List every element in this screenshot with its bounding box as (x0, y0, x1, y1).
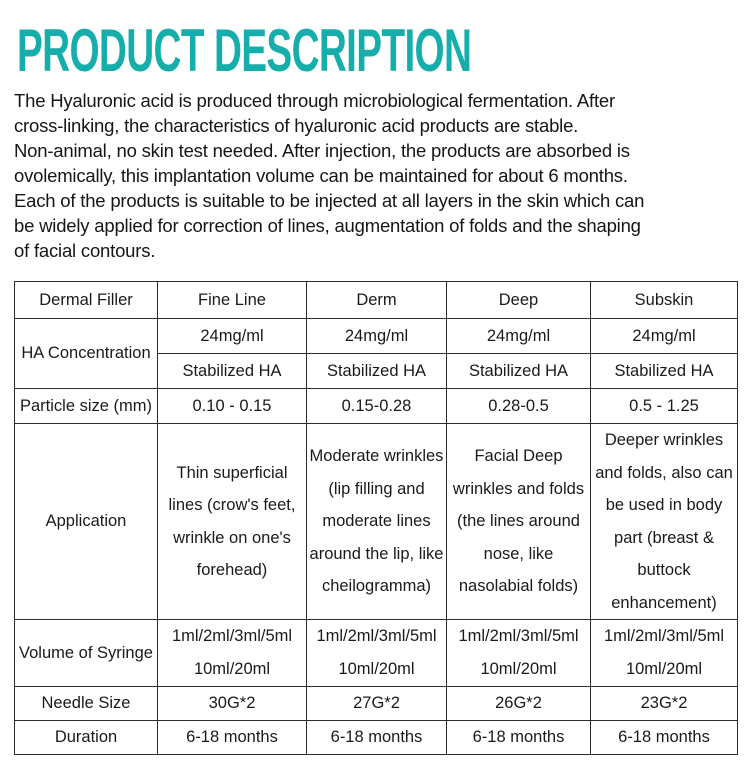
cell-type-subskin: Stabilized HA (591, 354, 738, 389)
row-label-particle-size: Particle size (mm) (15, 389, 158, 424)
cell-concentration-derm: 24mg/ml (307, 319, 447, 354)
header-cell-subskin: Subskin (591, 282, 738, 319)
cell-duration-subskin: 6-18 months (591, 721, 738, 755)
page-title: PRODUCT DESCRIPTION (17, 17, 472, 84)
cell-application-subskin: Deeper wrinkles and folds, also can be used in body part (breast & buttock enhancement) (591, 424, 738, 620)
row-label-duration: Duration (15, 721, 158, 755)
row-label-volume-of-syringe: Volume of Syringe (15, 620, 158, 687)
table-row-duration (15, 721, 738, 755)
intro-paragraph (14, 88, 744, 263)
row-label-application: Application (15, 424, 158, 620)
cell-application-fine-line: Thin superficial lines (crow's feet, wrinkle on one's forehead) (158, 424, 307, 620)
cell-particle-subskin: 0.5 - 1.25 (591, 389, 738, 424)
header-cell-deep: Deep (447, 282, 591, 319)
cell-needle-deep: 26G*2 (447, 687, 591, 721)
table-row-particle-size (15, 389, 738, 424)
cell-application-derm: Moderate wrinkles (lip filling and moderate lines around the lip, like cheilogramma) (307, 424, 447, 620)
table-row-header (15, 282, 738, 319)
intro-line: cross-linking, the characteristics of hyaluronic acid products are stable. (14, 115, 579, 136)
cell-type-fine-line: Stabilized HA (158, 354, 307, 389)
cell-particle-fine-line: 0.10 - 0.15 (158, 389, 307, 424)
table-row-volume-of-syringe (15, 620, 738, 687)
intro-line: of facial contours. (14, 240, 156, 261)
header-cell-fine-line: Fine Line (158, 282, 307, 319)
header-cell-dermal-filler: Dermal Filler (15, 282, 158, 319)
cell-needle-fine-line: 30G*2 (158, 687, 307, 721)
cell-concentration-subskin: 24mg/ml (591, 319, 738, 354)
cell-needle-subskin: 23G*2 (591, 687, 738, 721)
cell-needle-derm: 27G*2 (307, 687, 447, 721)
cell-volume-deep: 1ml/2ml/3ml/5ml 10ml/20ml (447, 620, 591, 687)
intro-line: be widely applied for correction of lines, augmentation of folds and the shaping (14, 215, 641, 236)
cell-particle-deep: 0.28-0.5 (447, 389, 591, 424)
cell-volume-derm: 1ml/2ml/3ml/5ml 10ml/20ml (307, 620, 447, 687)
cell-particle-derm: 0.15-0.28 (307, 389, 447, 424)
table-row-ha-concentration (15, 319, 738, 354)
cell-duration-fine-line: 6-18 months (158, 721, 307, 755)
header-cell-derm: Derm (307, 282, 447, 319)
cell-type-derm: Stabilized HA (307, 354, 447, 389)
spec-table (14, 281, 738, 755)
cell-duration-derm: 6-18 months (307, 721, 447, 755)
table-row-needle-size (15, 687, 738, 721)
cell-application-deep: Facial Deep wrinkles and folds (the lines around nose, like nasolabial folds) (447, 424, 591, 620)
intro-line: ovolemically, this implantation volume can be maintained for about 6 months. (14, 165, 628, 186)
cell-volume-fine-line: 1ml/2ml/3ml/5ml 10ml/20ml (158, 620, 307, 687)
cell-volume-subskin: 1ml/2ml/3ml/5ml 10ml/20ml (591, 620, 738, 687)
cell-concentration-fine-line: 24mg/ml (158, 319, 307, 354)
intro-line: Each of the products is suitable to be injected at all layers in the skin which can (14, 190, 645, 211)
row-label-needle-size: Needle Size (15, 687, 158, 721)
cell-duration-deep: 6-18 months (447, 721, 591, 755)
intro-line: Non-animal, no skin test needed. After injection, the products are absorbed is (14, 140, 630, 161)
cell-concentration-deep: 24mg/ml (447, 319, 591, 354)
row-label-ha-concentration: HA Concentration (15, 319, 158, 389)
intro-line: The Hyaluronic acid is produced through microbiological fermentation. After (14, 90, 615, 111)
table-row-application (15, 424, 738, 620)
cell-type-deep: Stabilized HA (447, 354, 591, 389)
